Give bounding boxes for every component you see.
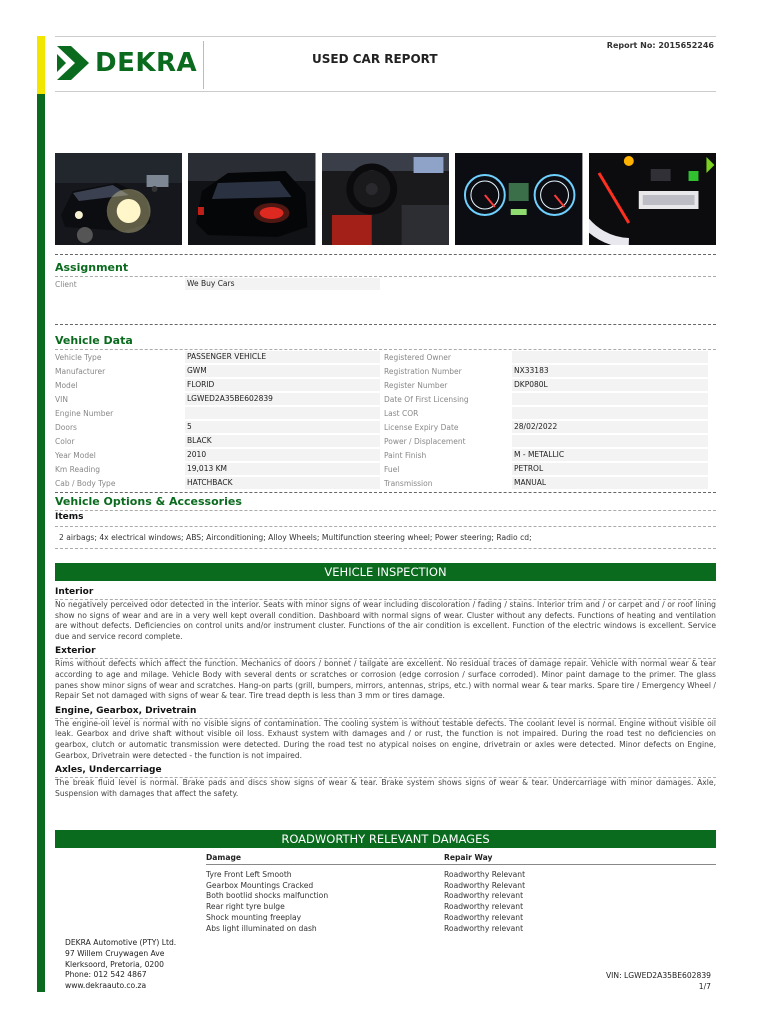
repair-column-header: Repair Way [444,853,493,862]
report-header [55,36,716,92]
repair-way: Roadworthy relevant [444,923,524,933]
vehicle-data-row [55,350,716,364]
field-value: MANUAL [512,477,708,489]
inspection-text: The break fluid level is normal. Brake pads and discs show signs of wear & tear. Brake system shows signs of wear & tear. Undercarriage with minor damages. Axle, Suspension with damages that affect the safety. [55,778,716,798]
inspection-text: The engine-oil level is normal with no visible signs of contamination. The cooling system is without testable defects. The coolant level is normal. Engine without visible oil leak. Gearbox and drive shaft without visible oil loss. Exhaust system with damages and / or rust, the function is not impaired. During the road test no deficiencies on gearbox, clutch or automatic transmission were detected. During the road test no atypical noises on engine, drivetrain or axles were detected. Minor defects on Engine, Gearbox, Drivetrain were detected - the function is not impaired. [55,718,716,760]
dekra-logo [57,45,197,81]
repair-way: Roadworthy relevant [444,913,524,923]
footer-vin: VIN: LGWED2A35BE602839 [605,971,711,980]
field-value: 19,013 KM [185,463,380,475]
field-label: License Expiry Date [384,422,459,432]
damages-table [206,851,716,934]
vehicle-photo-cluster[interactable] [455,153,582,245]
field-value: 2010 [185,449,380,461]
vehicle-data-title: Vehicle Data [55,334,133,347]
field-label: Registered Owner [384,352,451,362]
footer-company: DEKRA Automotive (PTY) Ltd. [65,938,177,947]
field-label: Transmission [384,478,433,488]
damage-row [206,880,716,891]
vehicle-photo-rear[interactable] [188,153,315,245]
assignment-title: Assignment [55,261,129,274]
logo-text: DEKRA [95,48,198,78]
field-value: 5 [185,421,380,433]
field-value: GWM [185,365,380,377]
header-divider [203,41,204,89]
footer-phone: Phone: 012 542 4867 [65,970,147,980]
roadworthy-damages-banner: ROADWORTHY RELEVANT DAMAGES [55,830,716,848]
field-value [512,435,708,447]
repair-way: Roadworthy Relevant [444,880,526,890]
field-value [185,407,380,419]
vehicle-data-row [55,392,716,406]
repair-way: Roadworthy relevant [444,902,524,912]
field-value [512,407,708,419]
vehicle-data-section [55,334,716,493]
damage-column-header: Damage [206,853,242,862]
field-label: Manufacturer [55,366,106,376]
field-value: LGWED2A35BE602839 [185,393,380,405]
field-label: Engine Number [55,408,114,418]
field-value: PETROL [512,463,708,475]
inspection-text: Rims without defects which affect the function. Mechanics of doors / bonnet / tailgate are excellent. No residual traces of damage repair. Vehicle with normal wear & tear according to age and milage. Vehicle Body with several dents or scratches or corrosion (edge corrosion / surface corroded). Minor paint damage to the primer. The glass panes show minor signs of wear and scratches. Hang-on parts (grill, bumpers, mirrors, antennas, strips, etc.) with normal wear & tear marks. Spare tire / Emergency Wheel / Repair Set not damaged with signs of wear & tear. Tire tread depth is less than 3 mm or tires damage. [55,659,716,701]
damage-name: Abs light illuminated on dash [206,923,317,933]
field-value: DKP080L [512,379,708,391]
vehicle-photo-odometer[interactable] [589,153,716,245]
assignment-row-client [55,277,716,291]
field-label: Color [55,436,75,446]
field-label: Date Of First Licensing [384,394,469,404]
field-value [512,351,708,363]
inspection-heading: Interior [55,587,94,597]
footer-address-line1: 97 Willem Cruywagen Ave [65,948,165,958]
dekra-logo-icon [57,46,89,80]
damage-row [206,923,716,934]
damage-row [206,891,716,902]
inspection-heading: Exterior [55,646,96,657]
vehicle-data-row [55,448,716,462]
damage-name: Gearbox Mountings Cracked [206,880,314,890]
damage-row [206,901,716,912]
damages-table-header [206,851,716,865]
brand-bar-green [37,94,45,992]
options-items-label: Items [55,512,84,522]
vehicle-data-table [55,350,716,490]
field-label: VIN [55,394,68,404]
field-label: Year Model [55,450,96,460]
inspection-heading: Engine, Gearbox, Drivetrain [55,705,197,716]
options-section [55,495,716,549]
vehicle-data-row [55,378,716,392]
page-number: 1/7 [698,981,711,991]
vehicle-data-row [55,364,716,378]
vehicle-photo-interior[interactable] [322,153,449,245]
field-label: Register Number [384,380,448,390]
damage-row [206,869,716,880]
field-label: Last COR [384,408,419,418]
report-number: Report No: 2015652246 [606,41,714,50]
client-value: We Buy Cars [185,278,380,290]
repair-way: Roadworthy Relevant [444,869,526,879]
damage-row [206,912,716,923]
vehicle-inspection-banner: VEHICLE INSPECTION [55,563,716,581]
footer-meta [606,971,711,993]
footer-address-line2: Klerksoord, Pretoria, 0200 [65,959,164,969]
vehicle-data-row [55,434,716,448]
footer-address [65,938,176,992]
field-value: BLACK [185,435,380,447]
field-label: Vehicle Type [55,352,102,362]
field-value: M - METALLIC [512,449,708,461]
options-items-list: 2 airbags; 4x electrical windows; ABS; Airconditioning; Alloy Wheels; Multifunction steering wheel; Power steering; Radio cd; [59,533,532,542]
vehicle-data-row [55,406,716,420]
assignment-section [55,254,716,325]
field-label: Fuel [384,464,400,474]
damage-name: Both bootlid shocks malfunction [206,891,329,901]
inspection-heading: Axles, Undercarriage [55,765,162,776]
field-label: Cab / Body Type [55,478,116,488]
repair-way: Roadworthy relevant [444,891,524,901]
client-label: Client [55,279,77,289]
inspection-sections [55,585,716,799]
field-value: 28/02/2022 [512,421,708,433]
field-value: NX33183 [512,365,708,377]
vehicle-photo-strip [55,153,716,245]
field-value: PASSENGER VEHICLE [185,351,380,363]
field-value: HATCHBACK [185,477,380,489]
field-value: FLORID [185,379,380,391]
field-label: Paint Finish [384,450,427,460]
footer-website[interactable]: www.dekraauto.co.za [65,981,147,991]
vehicle-data-row [55,420,716,434]
field-label: Km Reading [55,464,101,474]
vehicle-photo-front[interactable] [55,153,182,245]
vehicle-data-row [55,462,716,476]
field-label: Model [55,380,78,390]
damage-name: Shock mounting freeplay [206,913,302,923]
damage-name: Tyre Front Left Smooth [206,869,292,879]
options-title: Vehicle Options & Accessories [55,495,242,508]
field-value [512,393,708,405]
brand-bar-yellow [37,36,45,94]
field-label: Power / Displacement [384,436,466,446]
vehicle-data-row [55,476,716,490]
damage-name: Rear right tyre bulge [206,902,285,912]
field-label: Registration Number [384,366,462,376]
field-label: Doors [55,422,77,432]
inspection-text: No negatively perceived odor detected in the interior. Seats with minor signs of wear including discoloration / fading / stains. Interior trim and / or carpet and / or roof lining show no signs of wear and are in a very well kept overall condition. Dashboard with normal signs of wear. Cluster without any defects. Functions of heating and ventilation are without defects. Deficiencies on control units and/or instrument cluster. Functions of the air condition is excellent. Function of the electric windows is excellent. Service due and service record complete. [55,600,716,641]
report-title: USED CAR REPORT [312,52,438,66]
